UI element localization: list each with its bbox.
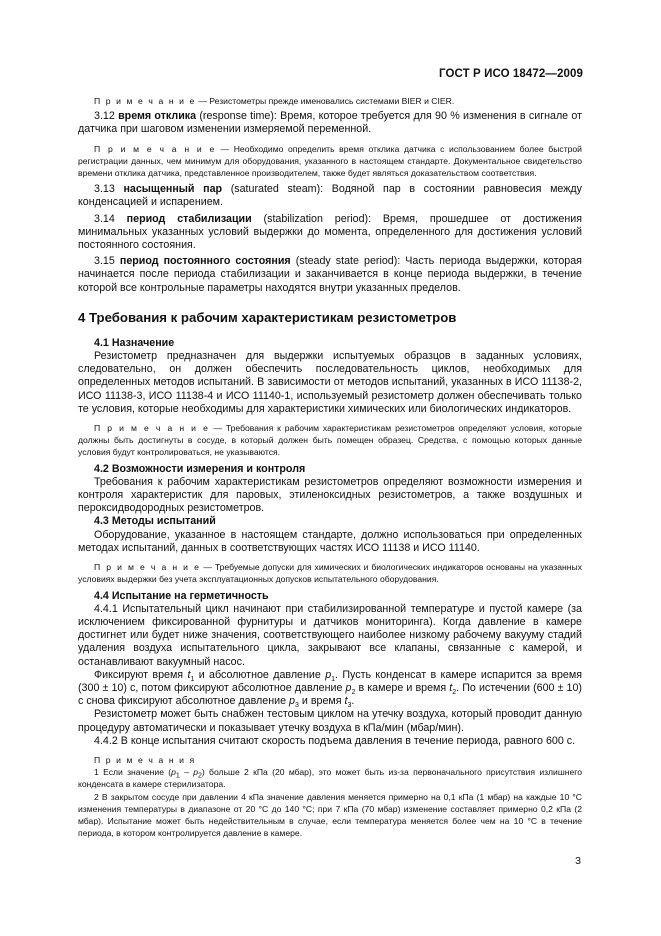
term-number: 3.14 — [94, 212, 115, 225]
section-4-title: 4 Требования к рабочим характеристикам резистометров — [78, 309, 457, 325]
paragraph-4-4-1: 4.4.1 Испытательный цикл начинают при стабилизированной температуре и пустой камере (за исключением фиксированной фурнитуры и датчиков мониторинга). Когда давление в камере достигнет или будет ниже значения, соответствующего наиболее низкому рабочему вакууму стадий удаления воздуха испытательного цикла, закрывают все клапаны, связанные с камерой, и останавливают вакуумный насос. — [78, 602, 582, 668]
term-name: насыщенный пар — [123, 183, 223, 196]
note-label: П р и м е ч а н и е — [94, 143, 216, 154]
note-text: — Резистометры прежде именовались системами BIER и CIER. — [198, 96, 455, 106]
note-4-3 — [78, 561, 582, 585]
note-3-12 — [78, 143, 582, 180]
note-label: П р и м е ч а н и е — [94, 562, 201, 573]
paragraph-4-3: Оборудование, указанное в настоящем стандарте, должно использоваться при определенных методах испытаний, данных в соответствующих частях ИСО 11138 и ИСО 11140. — [78, 528, 582, 554]
heading-4-4: 4.4 Испытание на герметичность — [94, 589, 269, 602]
page-content — [78, 95, 582, 839]
heading-4-3: 4.3 Методы испытаний — [94, 515, 216, 528]
note-4-4-1: 1 Если значение $(p_1 - p_2)$ больше 2 кПа (20 мбар), это может быть из-за первоначального присутствия излишнего конденсата в камере стерилизатора. — [78, 767, 582, 790]
term-3-12 — [78, 110, 582, 136]
note-label: П р и м е ч а н и е — [94, 96, 196, 106]
term-3-14 — [78, 213, 582, 253]
note-4-4-2: 2 В закрытом сосуде при давлении 4 кПа значение давления меняется примерно на 0,1 кПа (1 мбар) на каждые 10 °С изменения температуры в диапазоне от 20 °С до 140 °С; при 7 кПа (70 мбар) изменение составляет примерно 0,2 кПа (2 мбар). Испытание может быть недействительным в случае, если температура меняется более чем на 10 °С в течение периода, в котором контролируется давление в камере. — [78, 791, 582, 839]
term-definition: (stabilization period): Время, прошедшее от достижения минимальных указанных условий выдержки до момента, определенного для достижения условий постоянного состояния. — [78, 212, 582, 252]
term-definition: (steady state period): Часть периода выдержки, которая начинается после периода стабилизации и заканчивается в конце периода выдержки, в течение которой все контрольные параметры находятся внутри указанных пределов. — [78, 255, 582, 294]
heading-4-1: 4.1 Назначение — [94, 336, 175, 349]
notes-label: П р и м е ч а н и я — [94, 754, 196, 765]
note-bier — [78, 95, 582, 107]
note-text: — Требования к рабочим характеристикам резистометров определяют условия, которые должны быть достигнуты в сосуде, в который должен быть помещен образец. Средства, с помощью которых данные условия будут контролироваться, не указываются. — [78, 423, 582, 458]
term-name: время отклика — [118, 110, 197, 123]
paragraph-4-2: Требования к рабочим характеристикам резистометров определяют возможности измерения и контроля характеристик для паровых, этиленоксидных резистометров, а также воздушных и пероксидводородных резистометров. — [78, 475, 582, 515]
note-text: — Необходимо определить время отклика датчика с использованием более быстрой регистрации данных, чем минимум для оборудования, указанного в настоящем стандарте. Документальное свидетельство времени отклика датчика, представленное производителем, также будет являться доказательством соответствия. — [78, 143, 582, 179]
term-definition: (response time): Время, которое требуется для 90 % изменения в сигнале от датчика при шаговом изменении измеряемой переменной. — [78, 110, 583, 136]
paragraph-4-4-2: 4.4.2 В конце испытания считают скорость подъема давления в течение периода, равного 600 с. — [94, 734, 576, 747]
heading-4-2: 4.2 Возможности измерения и контроля — [94, 462, 306, 475]
page-number: 3 — [575, 855, 581, 867]
term-name: период постоянного состояния — [119, 255, 291, 268]
paragraph-4-4-1-measure: Фиксируют время $t_1$ и абсолютное давление $p_1$. Пусть конденсат в камере испарится за время (300 ± 10) с, потом фиксируют абсолютное давление $p_2$ в камере и время $t_2$. По истечении (600 ± 10) с снова фиксируют абсолютное давление $p_3$ и время $t_3$. — [78, 668, 582, 710]
term-3-13 — [78, 183, 582, 209]
note-text: — Требуемые допуски для химических и биологических индикаторов основаны на указанных условиях выдержки без учета эксплуатационных допусков испытательного оборудования. — [78, 562, 583, 585]
term-3-15 — [78, 255, 582, 295]
term-number: 3.15 — [94, 255, 115, 268]
term-name: период стабилизации — [126, 212, 252, 225]
term-definition: (saturated steam): Водяной пар в состоянии равновесия между конденсацией и испарением. — [78, 183, 582, 209]
document-header: ГОСТ Р ИСО 18472—2009 — [438, 68, 583, 80]
paragraph-4-4-1-auto: Резистометр может быть снабжен тестовым циклом на утечку воздуха, который проводит данную процедуру автоматически и показывает утечку воздуха в кПа/мин (мбар/мин). — [78, 708, 582, 734]
paragraph-4-1: Резистометр предназначен для выдержки испытуемых образцов в заданных условиях, следовательно, он должен обеспечить последовательность циклов, необходимых для определенных методов испытаний. В зависимости от методов испытаний, указанных в ИСО 11138-2, ИСО 11138-3, ИСО 11138-4 и ИСО 11140-1, используемый резистометр должен обеспечивать только те условия, которые необходимы для характеристики химических или биологических индикаторов. — [78, 350, 582, 415]
term-number: 3.13 — [94, 183, 115, 196]
note-4-1 — [78, 422, 582, 459]
note-label: П р и м е ч а н и е — [94, 423, 210, 434]
term-number: 3.12 — [94, 110, 115, 123]
